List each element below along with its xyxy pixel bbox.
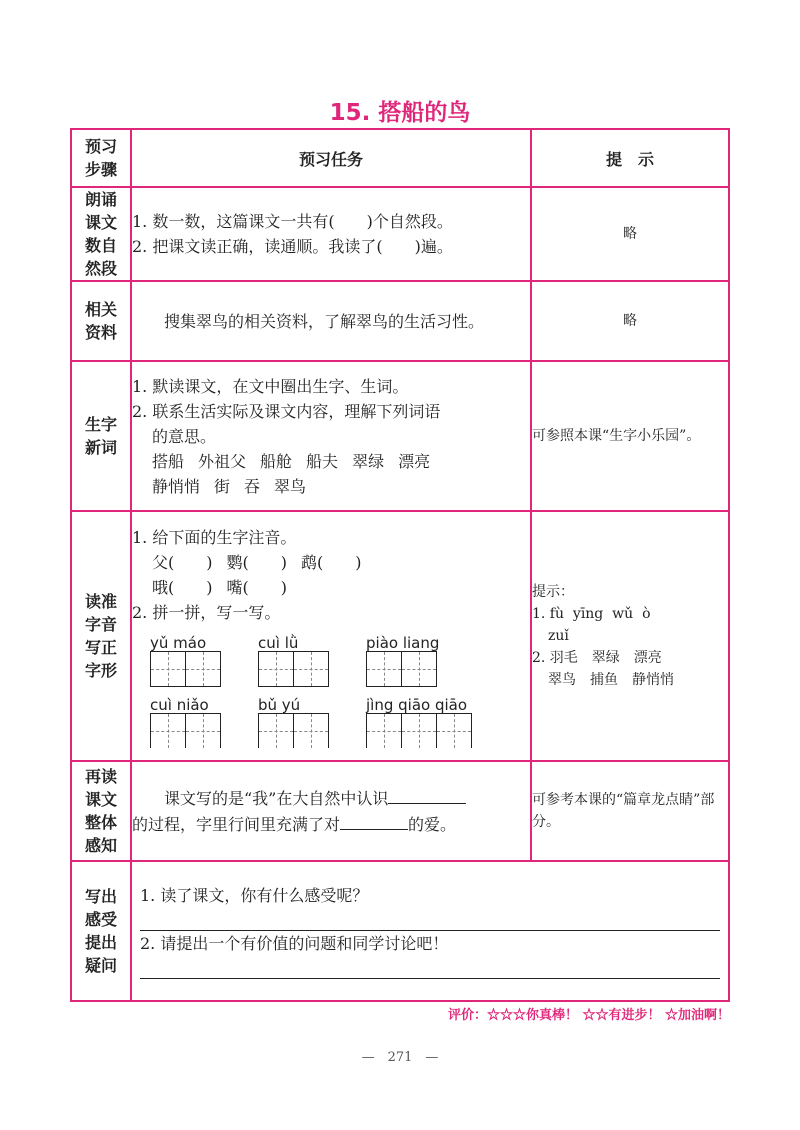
writing-cell[interactable]: [366, 713, 402, 748]
step-label: 写出感受提出疑问: [85, 887, 118, 975]
step-label: 读准字音写正字形: [85, 592, 118, 680]
char-blank: 父( ): [152, 552, 213, 572]
writing-cell[interactable]: [150, 651, 186, 687]
pinyin-group: yǔ máo: [150, 631, 220, 687]
task-text: 1. 数一数，这篇课文一共有( )个自然段。: [132, 212, 453, 231]
hint-text: 略: [531, 187, 729, 281]
preview-table: [70, 128, 730, 1002]
char-list: [132, 550, 530, 575]
answer-blank[interactable]: [388, 785, 466, 804]
char-blank: 哦( ): [152, 577, 213, 597]
pinyin-group: bǔ yú: [258, 693, 328, 748]
task-text: 课文写的是“我”在大自然中认识: [164, 789, 389, 808]
pinyin-row: [132, 631, 530, 687]
char-blank: 嘴( ): [226, 577, 287, 597]
task-text: 2. 把课文读正确，读通顺。我读了( )遍。: [132, 237, 453, 256]
question-text: 2. 请提出一个有价值的问题和同学讨论吧！: [140, 934, 449, 953]
step-label: 相关资料: [85, 300, 118, 342]
answer-line[interactable]: [140, 908, 720, 931]
row-feelings: [71, 861, 729, 1001]
answer-line[interactable]: [140, 956, 720, 979]
task-text: 的爱。: [408, 815, 457, 834]
header-row: [71, 129, 729, 187]
task-text: 2. 联系生活实际及课文内容，理解下列词语: [132, 401, 441, 421]
header-step: 预习步骤: [71, 129, 131, 187]
hint-text: 略: [531, 281, 729, 361]
pinyin-row: [132, 693, 530, 748]
writing-cell[interactable]: [150, 713, 186, 748]
writing-cell[interactable]: [185, 713, 221, 748]
hint-text: zuǐ: [548, 628, 569, 644]
writing-cell[interactable]: [258, 713, 294, 748]
task-text: 1. 默读课文，在文中圈出生字、生词。: [132, 376, 409, 396]
hint-text: 翠鸟 捕鱼 静悄悄: [548, 672, 674, 688]
word: 外祖父: [198, 451, 247, 471]
task-text: 1. 给下面的生字注音。: [132, 527, 297, 547]
word: 吞: [244, 476, 261, 496]
word-list: [132, 449, 530, 474]
writing-cell[interactable]: [436, 713, 472, 748]
writing-cell[interactable]: [401, 651, 437, 687]
page-number: — 271 —: [361, 1050, 439, 1065]
word: 静悄悄: [152, 476, 201, 496]
step-label: 再读课文整体感知: [85, 767, 118, 855]
step-label: 朗诵课文数自然段: [85, 190, 118, 278]
word: 漂亮: [398, 451, 431, 471]
hint-text: 1. fù yīng wǔ ò: [532, 606, 651, 622]
pinyin-group: cuì niǎo: [150, 693, 220, 748]
row-pronunciation: [71, 511, 729, 761]
hint-text: 可参考本课的“篇章龙点睛”部分。: [531, 761, 729, 861]
row-overall: [71, 761, 729, 861]
pinyin-group: piào liang: [366, 631, 439, 687]
row-read-aloud: [71, 187, 729, 281]
row-materials: [71, 281, 729, 361]
answer-blank[interactable]: [340, 811, 408, 830]
hint-label: 提示：: [532, 584, 574, 600]
task-text: 2. 拼一拼，写一写。: [132, 602, 281, 622]
hint-text: 2. 羽毛 翠绿 漂亮: [532, 650, 662, 666]
char-blank: 鹉( ): [301, 552, 362, 572]
header-hint: 提 示: [531, 129, 729, 187]
row-new-words: [71, 361, 729, 511]
word: 街: [214, 476, 231, 496]
writing-cell[interactable]: [185, 651, 221, 687]
task-text: 的意思。: [152, 426, 217, 446]
rating-footer: 评价：☆☆☆你真棒！ ☆☆有进步！ ☆加油啊！: [447, 1008, 730, 1023]
hint-text: 可参照本课“生字小乐园”。: [531, 361, 729, 511]
char-list: [132, 575, 530, 600]
word-list: [132, 474, 530, 499]
writing-cell[interactable]: [293, 713, 329, 748]
writing-cell[interactable]: [401, 713, 437, 748]
char-blank: 鹦( ): [226, 552, 287, 572]
writing-cell[interactable]: [366, 651, 402, 687]
word: 翠绿: [352, 451, 385, 471]
pinyin-group: cuì lǜ: [258, 631, 328, 687]
word: 搭船: [152, 451, 185, 471]
step-label: 生字新词: [85, 415, 118, 457]
header-task: 预习任务: [131, 129, 531, 187]
task-text: 的过程，字里行间里充满了对: [132, 815, 341, 834]
word: 翠鸟: [274, 476, 307, 496]
writing-cell[interactable]: [258, 651, 294, 687]
question-text: 1. 读了课文，你有什么感受呢？: [140, 886, 369, 905]
pinyin-group: jìng qiāo qiāo: [366, 693, 471, 748]
page-title: 15. 搭船的鸟: [329, 100, 471, 126]
word: 船舱: [260, 451, 293, 471]
writing-cell[interactable]: [293, 651, 329, 687]
task-text: 搜集翠鸟的相关资料，了解翠鸟的生活习性。: [131, 281, 531, 361]
word: 船夫: [306, 451, 339, 471]
